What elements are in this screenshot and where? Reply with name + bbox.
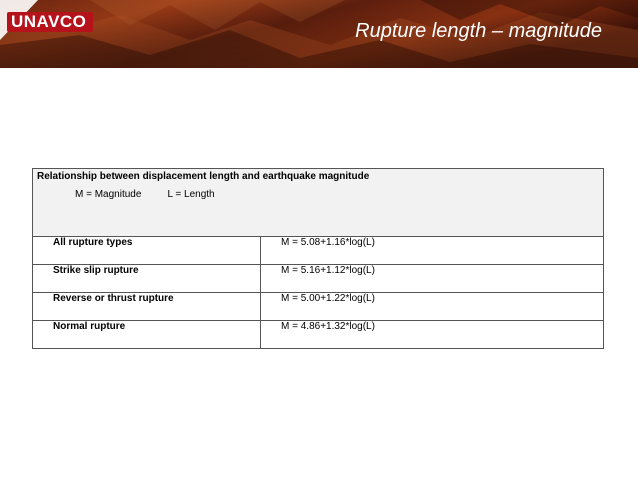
header-banner <box>0 0 638 68</box>
relationship-table <box>32 168 604 349</box>
logo-text: UNAVCO <box>7 12 93 32</box>
table-header-row <box>33 169 604 237</box>
magnitude-definition: M = Magnitude <box>75 189 142 200</box>
equation-cell: M = 5.08+1.16*log(L) <box>261 237 604 265</box>
table-row <box>33 265 604 293</box>
slide-title: Rupture length – magnitude <box>355 20 602 42</box>
rupture-type-cell: Strike slip rupture <box>33 265 261 293</box>
rupture-type-cell: All rupture types <box>33 237 261 265</box>
table-row <box>33 293 604 321</box>
table-heading: Relationship between displacement length and earthquake magnitude <box>37 171 370 182</box>
length-definition: L = Length <box>167 189 215 200</box>
equation-cell: M = 5.16+1.12*log(L) <box>261 265 604 293</box>
equation-cell: M = 5.00+1.22*log(L) <box>261 293 604 321</box>
table-row <box>33 321 604 349</box>
variable-definitions <box>33 182 603 200</box>
rupture-type-cell: Reverse or thrust rupture <box>33 293 261 321</box>
equation-cell: M = 4.86+1.32*log(L) <box>261 321 604 349</box>
rupture-type-cell: Normal rupture <box>33 321 261 349</box>
table-row <box>33 237 604 265</box>
unavco-logo <box>7 11 93 33</box>
table-header-cell <box>33 169 604 237</box>
